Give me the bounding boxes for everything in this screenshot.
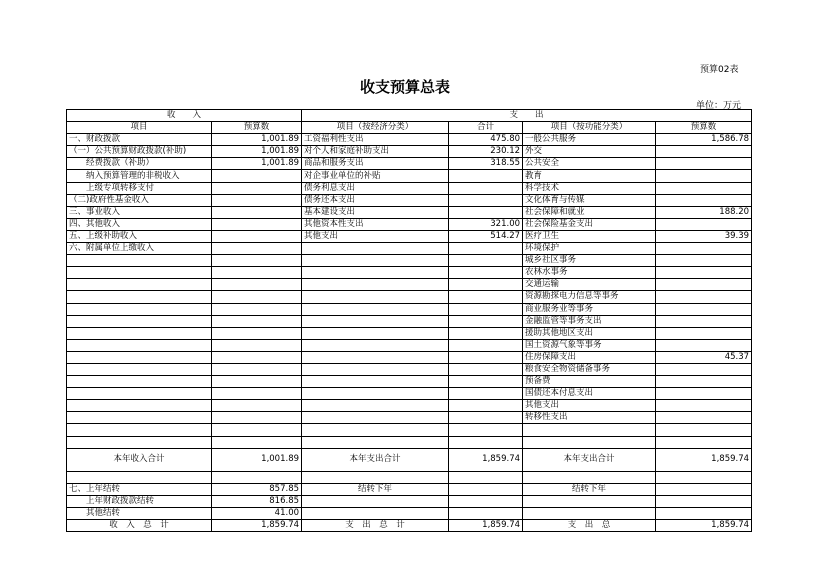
income-item <box>67 267 212 279</box>
table-row <box>67 218 752 230</box>
func-value: 45.37 <box>656 351 752 363</box>
carry-fiscal-value: 816.85 <box>212 495 302 507</box>
econ-value <box>449 376 523 388</box>
carry-prev-label: 七、上年结转 <box>67 483 212 495</box>
grand-income-label: 收 入 总 计 <box>67 520 212 532</box>
func-item: 援助其他地区支出 <box>523 327 656 339</box>
func-item: 城乡社区事务 <box>523 255 656 267</box>
func-item: 农林水事务 <box>523 267 656 279</box>
econ-value <box>449 194 523 206</box>
spacer-row <box>67 471 752 483</box>
econ-item <box>302 327 449 339</box>
budget-summary-table <box>66 109 752 532</box>
econ-value <box>449 279 523 291</box>
year-econ-value: 1,859.74 <box>449 448 523 471</box>
table-row <box>67 436 752 448</box>
table-row <box>67 134 752 146</box>
table-row <box>67 291 752 303</box>
header-row-2 <box>67 122 752 134</box>
income-item: 纳入预算管理的非税收入 <box>67 170 212 182</box>
income-value <box>212 218 302 230</box>
income-item <box>67 363 212 375</box>
func-value: 39.39 <box>656 230 752 242</box>
income-item <box>67 376 212 388</box>
econ-value <box>449 351 523 363</box>
table-row <box>67 351 752 363</box>
func-item <box>523 424 656 436</box>
econ-value <box>449 412 523 424</box>
econ-value <box>449 291 523 303</box>
econ-item: 债务还本支出 <box>302 194 449 206</box>
func-item: 环境保护 <box>523 243 656 255</box>
econ-value <box>449 388 523 400</box>
income-value <box>212 291 302 303</box>
income-item <box>67 424 212 436</box>
econ-item <box>302 303 449 315</box>
unit-label: 单位：万元 <box>696 101 742 111</box>
carry-row-2 <box>67 495 752 507</box>
econ-item <box>302 363 449 375</box>
carry-next-func: 结转下年 <box>523 483 656 495</box>
econ-value <box>449 315 523 327</box>
econ-value <box>449 400 523 412</box>
func-item: 国债还本付息支出 <box>523 388 656 400</box>
econ-item <box>302 267 449 279</box>
income-item: （一）公共预算财政拨款(补助) <box>67 146 212 158</box>
econ-value <box>449 303 523 315</box>
func-value <box>656 267 752 279</box>
table-row <box>67 279 752 291</box>
econ-item <box>302 339 449 351</box>
income-item <box>67 351 212 363</box>
func-value <box>656 388 752 400</box>
func-value <box>656 315 752 327</box>
econ-item <box>302 400 449 412</box>
income-item <box>67 400 212 412</box>
table-row <box>67 303 752 315</box>
econ-item <box>302 412 449 424</box>
func-value <box>656 303 752 315</box>
income-item: 四、其他收入 <box>67 218 212 230</box>
col-budget: 预算数 <box>212 122 302 134</box>
income-item <box>67 291 212 303</box>
table-row <box>67 424 752 436</box>
income-value <box>212 400 302 412</box>
func-value <box>656 243 752 255</box>
income-value <box>212 363 302 375</box>
econ-item <box>302 376 449 388</box>
income-item <box>67 279 212 291</box>
econ-value <box>449 339 523 351</box>
table-row <box>67 243 752 255</box>
func-value <box>656 158 752 170</box>
econ-value <box>449 363 523 375</box>
table-row <box>67 158 752 170</box>
table-row <box>67 388 752 400</box>
func-value: 1,586.78 <box>656 134 752 146</box>
income-item: 六、附属单位上缴收入 <box>67 243 212 255</box>
table-row <box>67 182 752 194</box>
income-item <box>67 315 212 327</box>
header-row-1 <box>67 110 752 122</box>
econ-item: 商品和服务支出 <box>302 158 449 170</box>
income-value <box>212 182 302 194</box>
income-item: 五、上级补助收入 <box>67 230 212 242</box>
econ-value <box>449 267 523 279</box>
table-row <box>67 327 752 339</box>
func-value <box>656 400 752 412</box>
econ-value: 321.00 <box>449 218 523 230</box>
income-value <box>212 243 302 255</box>
carry-fiscal-label: 上年财政拨款结转 <box>67 495 212 507</box>
income-item <box>67 436 212 448</box>
income-value <box>212 376 302 388</box>
econ-item: 其他支出 <box>302 230 449 242</box>
econ-item <box>302 243 449 255</box>
econ-item <box>302 255 449 267</box>
table-row <box>67 194 752 206</box>
econ-item <box>302 436 449 448</box>
income-value <box>212 206 302 218</box>
func-item: 其他支出 <box>523 400 656 412</box>
income-value <box>212 327 302 339</box>
func-item: 商业服务业等事务 <box>523 303 656 315</box>
econ-value: 475.80 <box>449 134 523 146</box>
income-item <box>67 303 212 315</box>
func-value <box>656 376 752 388</box>
income-value: 1,001.89 <box>212 134 302 146</box>
econ-item <box>302 291 449 303</box>
col-item-func: 项目（按功能分类） <box>523 122 656 134</box>
econ-item: 对企事业单位的补贴 <box>302 170 449 182</box>
table-row <box>67 400 752 412</box>
func-item: 资源勘探电力信息等事务 <box>523 291 656 303</box>
econ-item: 对个人和家庭补助支出 <box>302 146 449 158</box>
func-value <box>656 436 752 448</box>
table-row <box>67 412 752 424</box>
col-total: 合计 <box>449 122 523 134</box>
col-item: 项目 <box>67 122 212 134</box>
func-value <box>656 412 752 424</box>
income-value <box>212 436 302 448</box>
func-value <box>656 339 752 351</box>
income-item <box>67 255 212 267</box>
func-value <box>656 170 752 182</box>
year-income-label: 本年收入合计 <box>67 448 212 471</box>
func-value <box>656 424 752 436</box>
carry-other-label: 其他结转 <box>67 507 212 519</box>
grand-func-label: 支 出 总 <box>523 520 656 532</box>
econ-item <box>302 388 449 400</box>
func-value <box>656 194 752 206</box>
income-value <box>212 279 302 291</box>
income-value <box>212 351 302 363</box>
year-econ-label: 本年支出合计 <box>302 448 449 471</box>
table-row <box>67 339 752 351</box>
col-item-econ: 项目（按经济分类） <box>302 122 449 134</box>
func-item: 科学技术 <box>523 182 656 194</box>
expense-header: 支 出 <box>302 110 752 122</box>
table-row <box>67 255 752 267</box>
income-value <box>212 303 302 315</box>
income-header: 收 入 <box>67 110 302 122</box>
carry-prev-value: 857.85 <box>212 483 302 495</box>
year-func-value: 1,859.74 <box>656 448 752 471</box>
func-value <box>656 327 752 339</box>
grand-econ-label: 支 出 总 计 <box>302 520 449 532</box>
func-value: 188.20 <box>656 206 752 218</box>
grand-func-value: 1,859.74 <box>656 520 752 532</box>
func-value <box>656 291 752 303</box>
table-row <box>67 363 752 375</box>
grand-total-row <box>67 520 752 532</box>
carry-row-1 <box>67 483 752 495</box>
econ-value <box>449 206 523 218</box>
func-item: 文化体育与传媒 <box>523 194 656 206</box>
table-row <box>67 267 752 279</box>
func-item <box>523 436 656 448</box>
table-row <box>67 376 752 388</box>
func-item: 转移性支出 <box>523 412 656 424</box>
form-number: 预算02表 <box>700 65 739 75</box>
page-title: 收支预算总表 <box>359 78 450 96</box>
income-value <box>212 267 302 279</box>
income-item <box>67 412 212 424</box>
econ-item <box>302 315 449 327</box>
func-item: 社会保障和就业 <box>523 206 656 218</box>
income-value <box>212 412 302 424</box>
econ-item <box>302 424 449 436</box>
func-item: 教育 <box>523 170 656 182</box>
econ-item: 工资福利性支出 <box>302 134 449 146</box>
econ-value: 318.55 <box>449 158 523 170</box>
econ-item: 债务利息支出 <box>302 182 449 194</box>
income-value <box>212 315 302 327</box>
econ-value <box>449 182 523 194</box>
econ-item <box>302 279 449 291</box>
func-item: 一般公共服务 <box>523 134 656 146</box>
func-value <box>656 146 752 158</box>
income-value <box>212 255 302 267</box>
grand-income-value: 1,859.74 <box>212 520 302 532</box>
func-value <box>656 279 752 291</box>
func-item: 公共安全 <box>523 158 656 170</box>
econ-item <box>302 351 449 363</box>
func-item: 粮食安全物资储备事务 <box>523 363 656 375</box>
func-item: 住房保障支出 <box>523 351 656 363</box>
econ-value <box>449 424 523 436</box>
income-item: 经费拨款（补助） <box>67 158 212 170</box>
econ-item: 基本建设支出 <box>302 206 449 218</box>
income-item: （二)政府性基金收入 <box>67 194 212 206</box>
col-budget2: 预算数 <box>656 122 752 134</box>
income-value <box>212 194 302 206</box>
income-value <box>212 339 302 351</box>
income-item: 上级专项转移支付 <box>67 182 212 194</box>
year-total-row <box>67 448 752 471</box>
func-item: 国土资源气象等事务 <box>523 339 656 351</box>
func-item: 外交 <box>523 146 656 158</box>
table-row <box>67 170 752 182</box>
income-value: 1,001.89 <box>212 158 302 170</box>
table-row <box>67 230 752 242</box>
income-item: 一、财政拨款 <box>67 134 212 146</box>
income-item <box>67 388 212 400</box>
income-item <box>67 339 212 351</box>
func-item: 金融监管等事务支出 <box>523 315 656 327</box>
econ-value: 230.12 <box>449 146 523 158</box>
carry-other-value: 41.00 <box>212 507 302 519</box>
income-value: 1,001.89 <box>212 146 302 158</box>
income-value <box>212 424 302 436</box>
carry-row-3 <box>67 507 752 519</box>
func-value <box>656 363 752 375</box>
carry-next-econ: 结转下年 <box>302 483 449 495</box>
econ-value: 514.27 <box>449 230 523 242</box>
table-row <box>67 315 752 327</box>
func-value <box>656 218 752 230</box>
year-func-label: 本年支出合计 <box>523 448 656 471</box>
table-row <box>67 146 752 158</box>
econ-value <box>449 327 523 339</box>
econ-value <box>449 436 523 448</box>
func-item: 社会保险基金支出 <box>523 218 656 230</box>
econ-value <box>449 243 523 255</box>
year-income-value: 1,001.89 <box>212 448 302 471</box>
func-value <box>656 182 752 194</box>
grand-econ-value: 1,859.74 <box>449 520 523 532</box>
econ-value <box>449 255 523 267</box>
func-item: 医疗卫生 <box>523 230 656 242</box>
func-value <box>656 255 752 267</box>
income-value <box>212 170 302 182</box>
income-value <box>212 388 302 400</box>
income-item: 三、事业收入 <box>67 206 212 218</box>
econ-item: 其他资本性支出 <box>302 218 449 230</box>
table-row <box>67 206 752 218</box>
func-item: 交通运输 <box>523 279 656 291</box>
econ-value <box>449 170 523 182</box>
func-item: 预备费 <box>523 376 656 388</box>
income-value <box>212 230 302 242</box>
income-item <box>67 327 212 339</box>
